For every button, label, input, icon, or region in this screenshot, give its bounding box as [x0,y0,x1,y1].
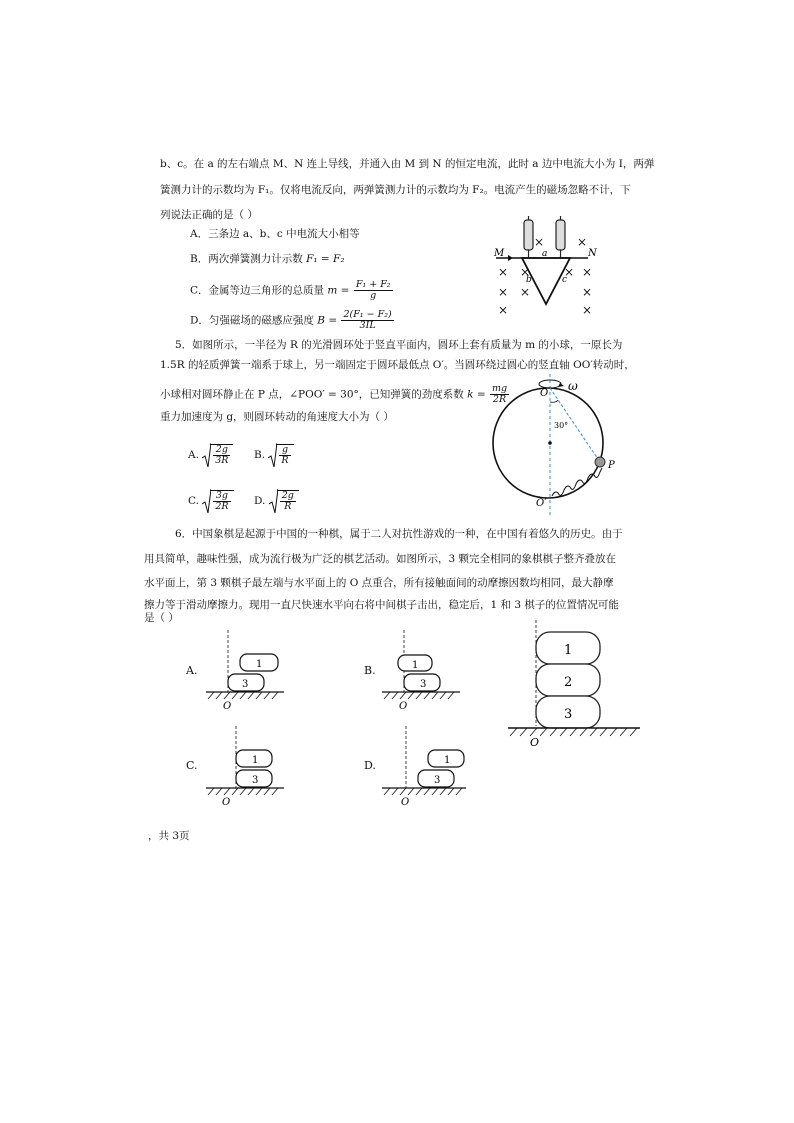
q5-option-a-label: A. [188,449,199,461]
sqrt-icon [268,442,293,468]
magnetic-field-crosses [498,235,592,317]
label-a: a [542,249,548,259]
q5-option-a-numerator: 2g [213,445,230,456]
label-omega: ω [568,379,578,393]
origin-o: O [223,701,232,710]
field-cross: × [582,265,593,279]
q5-option-a-denominator: 3R [215,455,229,466]
q5-line-1: 5．如图所示，一半径为 R 的光滑圆环处于竖直平面内，圆环上套有质量为 m 的小球，一原长为 [175,339,623,351]
field-cross: × [498,285,509,299]
q6-option-d-label[interactable]: D. [364,759,376,772]
field-cross: × [534,235,545,249]
ground-hatch [208,788,278,795]
sqrt-icon [269,488,299,514]
q6-line-1: 6．中国象棋是起源于中国的一种棋，属于二人对抗性游戏的一种，在中国有着悠久的历史。由于 [175,528,623,540]
ground-hatch [510,728,637,736]
q5-option-b-numerator: g [279,445,290,456]
q4-option-d-fraction [341,310,393,331]
q4-triangle-figure [484,216,608,318]
ball [595,457,605,467]
q5-option-d[interactable] [254,488,299,514]
spring-scale-right [556,216,565,258]
q5-option-b-denominator: R [281,455,289,466]
origin-o: O [401,797,410,806]
ground-hatch [384,788,462,795]
label-n: N [588,248,597,259]
field-cross: × [577,235,588,249]
q4-option-c-denominator: g [370,290,377,301]
q5-option-c-label: C. [188,495,199,507]
label-o-prime: O′ [536,498,547,509]
q6-line-5: 是（ ） [144,612,179,624]
origin-o: O [222,797,231,806]
field-cross: × [564,265,575,279]
piece-label-1: 1 [252,755,259,766]
q4-option-d-numerator: 2(F₁ − F₂) [343,309,392,320]
q6-option-a-label[interactable]: A. [186,664,198,677]
label-o: O [540,388,549,399]
piece-label-1: 1 [444,755,451,766]
q6-line-2: 用具简单，趣味性强，成为流行极为广泛的棋艺活动。如图所示，3 颗完全相同的象棋棋子整齐叠放在 [144,553,617,565]
q4-line-2: 簧测力计的示数均为 F₁。仅将电流反向，两弹簧测力计的示数均为 F₂。电流产生的磁场忽略不计，下 [160,184,631,196]
q5-k-denominator: 2R [492,394,507,405]
page-footer: ，共 3页 [148,830,190,842]
q5-option-c-numerator: 3g [213,491,230,502]
q5-option-b-label: B. [254,449,266,461]
q4-option-c-text: C．金属等边三角形的总质量 [190,284,328,297]
field-cross: × [582,285,593,299]
sqrt-icon [202,488,233,514]
q6-option-b-figure[interactable] [380,630,462,710]
q4-line-1: b、c。在 a 的左右端点 M、N 连上导线，并通入由 M 到 N 的恒定电流，此时 a 边中电流大小为 I，两弹 [160,158,655,170]
stack-label-1: 1 [564,643,573,658]
q4-option-c-numerator: F₁ + F₂ [355,279,391,290]
q4-option-c-fraction [354,280,393,301]
ground-hatch [208,692,278,699]
q5-k-lhs: k = [467,388,486,401]
field-cross: × [582,303,593,317]
ring-center [548,441,552,445]
label-b: b [526,275,532,285]
q4-option-c-lhs: m = [327,284,350,297]
q5-line-2: 1.5R 的轻质弹簧一端系于球上，另一端固定于圆环最低点 O′。当圆环绕过圆心的竖直轴 OO′转动时， [160,359,635,371]
piece-label-3: 3 [242,679,249,690]
field-cross: × [498,265,509,279]
piece-label-1: 1 [412,660,419,671]
label-p: P [608,460,615,471]
q5-option-c[interactable] [188,488,234,514]
q6-line-3: 水平面上，第 3 颗棋子最左端与水平面上的 O 点重合，所有接触面间的动摩擦因数均相同，最大静摩 [144,577,614,589]
label-angle: 30° [554,421,569,430]
q4-option-d-text: D．匀强磁场的磁感应强度 [190,314,318,327]
q6-option-c-figure[interactable] [204,726,286,806]
q4-option-b-text: B．两次弹簧测力计示数 [190,253,307,265]
q6-option-c-label[interactable]: C. [186,759,198,772]
q4-option-c[interactable] [190,280,394,301]
q5-option-c-denominator: 2R [215,501,229,512]
q6-stack-figure [500,620,648,752]
q5-option-a[interactable] [188,442,233,468]
piece-label-3: 3 [420,679,427,690]
q5-option-d-label: D. [254,495,266,507]
q6-line-4: 擦力等于滑动摩擦力。现用一直尺快速水平向右将中间棋子击出，稳定后，1 和 3 棋子的位置情况可能 [144,599,619,611]
piece-label-3: 3 [434,775,441,786]
q4-line-3: 列说法正确的是（ ） [160,209,258,221]
q4-option-d-lhs: B = [317,314,338,327]
q5-ring-figure [488,370,628,518]
field-cross: × [520,265,531,279]
field-cross: × [498,303,509,317]
piece-label-1: 1 [256,659,263,670]
q6-option-a-figure[interactable] [204,630,286,710]
q6-option-b-label[interactable]: B. [364,664,376,677]
origin-o: O [530,736,540,749]
angle-arc [550,400,558,402]
current-arrow-icon [508,255,513,261]
origin-o: O [399,701,408,710]
piece-label-3: 3 [252,775,259,786]
stack-label-3: 3 [564,707,573,722]
spring-scale-left [524,216,533,258]
q5-line-3-text: 小球相对圆环静止在 P 点，∠POO′ = 30°，已知弹簧的劲度系数 [160,388,468,401]
q4-option-d-denominator: 3IL [359,320,376,331]
label-c: c [562,275,568,285]
q4-option-a[interactable]: A．三条边 a、b、c 中电流大小相等 [190,228,360,240]
q5-option-d-denominator: R [284,501,292,512]
field-cross: × [520,285,531,299]
stack-label-2: 2 [564,675,573,690]
sqrt-icon [202,442,233,468]
ground-hatch [384,692,454,699]
q6-option-d-figure[interactable] [380,726,470,806]
q4-option-b-expr: F₁ = F₂ [306,253,345,265]
q5-line-3 [160,384,510,405]
q5-option-b[interactable] [254,442,294,468]
q4-option-d[interactable] [190,310,395,331]
q4-option-b[interactable] [190,252,345,266]
q5-option-d-numerator: 2g [281,490,294,501]
q5-k-numerator: mg [491,383,508,394]
q5-line-4: 重力加速度为 g，则圆环转动的角速度大小为（ ） [160,411,394,423]
label-m: M [494,248,505,259]
